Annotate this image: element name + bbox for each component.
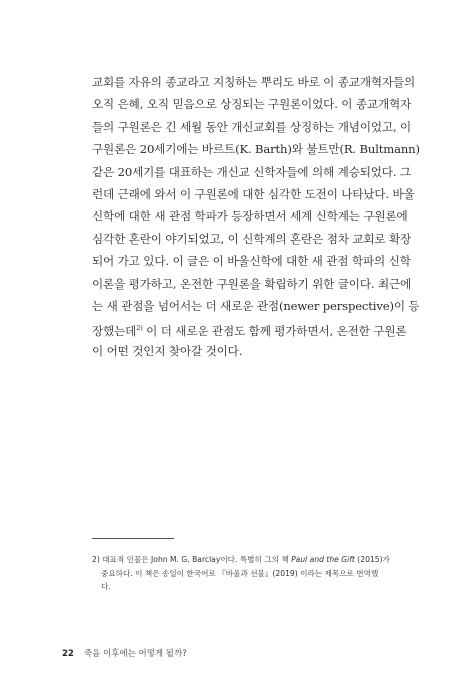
footnote: 2) 대표적 인물은 John M. G. Barclay이다. 특별히 그의 책 Paul and the Gift (2015)가 중요하다. 이 책은 송일이 한국어로 『바울과 선물』(2019) 이라는 제목으로 번역했 다. (92, 555, 390, 591)
text-line: 이론을 평가하고, 온전한 구원론을 확립하기 위한 글이다. 최근에 (92, 276, 412, 291)
footnote-reference: 2) (136, 324, 143, 333)
text-line: 오직 은혜, 오직 믿음으로 상징되는 구원론이었다. 이 종교개혁자 (92, 97, 412, 112)
book-title: Paul and the Gift (291, 555, 355, 564)
page-footer (62, 647, 187, 659)
text-line: 는 새 관점을 넘어서는 더 새로운 관점(newer perspective)이 등 (92, 298, 420, 313)
footnote-marker: 2) (92, 555, 100, 564)
page-number: 22 (62, 649, 74, 659)
text-line: 이 어떤 것인지 찾아갈 것이다. (92, 343, 243, 358)
text-line: 되어 가고 있다. 이 글은 이 바울신학에 대한 새 관점 학파의 신학 (92, 254, 411, 269)
text-line: 구원론은 20세기에는 바르트(K. Barth)와 불트만(R. Bultmann) (92, 142, 420, 157)
running-title: 죽음 이후에는 어떻게 될까? (83, 649, 187, 659)
text-line: 런데 근래에 와서 이 구원론에 대한 심각한 도전이 나타났다. 바울 (92, 186, 415, 201)
footnote-divider (92, 538, 174, 539)
text-line: 교회를 자유의 종교라고 지칭하는 뿌리도 바로 이 종교개혁자들의 (92, 75, 416, 89)
text-line: 같은 20세기를 대표하는 개신교 신학자들에 의해 계승되었다. 그 (92, 164, 411, 179)
text-line: 장했는데$^{2)}$ 이 더 새로운 관점도 함께 평가하면서, 온전한 구원론 (92, 324, 407, 339)
text-line: 신학에 대한 새 관점 학파가 등장하면서 세계 신학계는 구원론에 (92, 209, 408, 224)
body-paragraph (92, 71, 420, 362)
text-line: 들의 구원론은 긴 세월 동안 개신교회를 상징하는 개념이었고, 이 (92, 119, 412, 134)
text-line: 심각한 혼란이 야기되었고, 이 신학계의 혼란은 점차 교회로 확장 (92, 231, 412, 246)
